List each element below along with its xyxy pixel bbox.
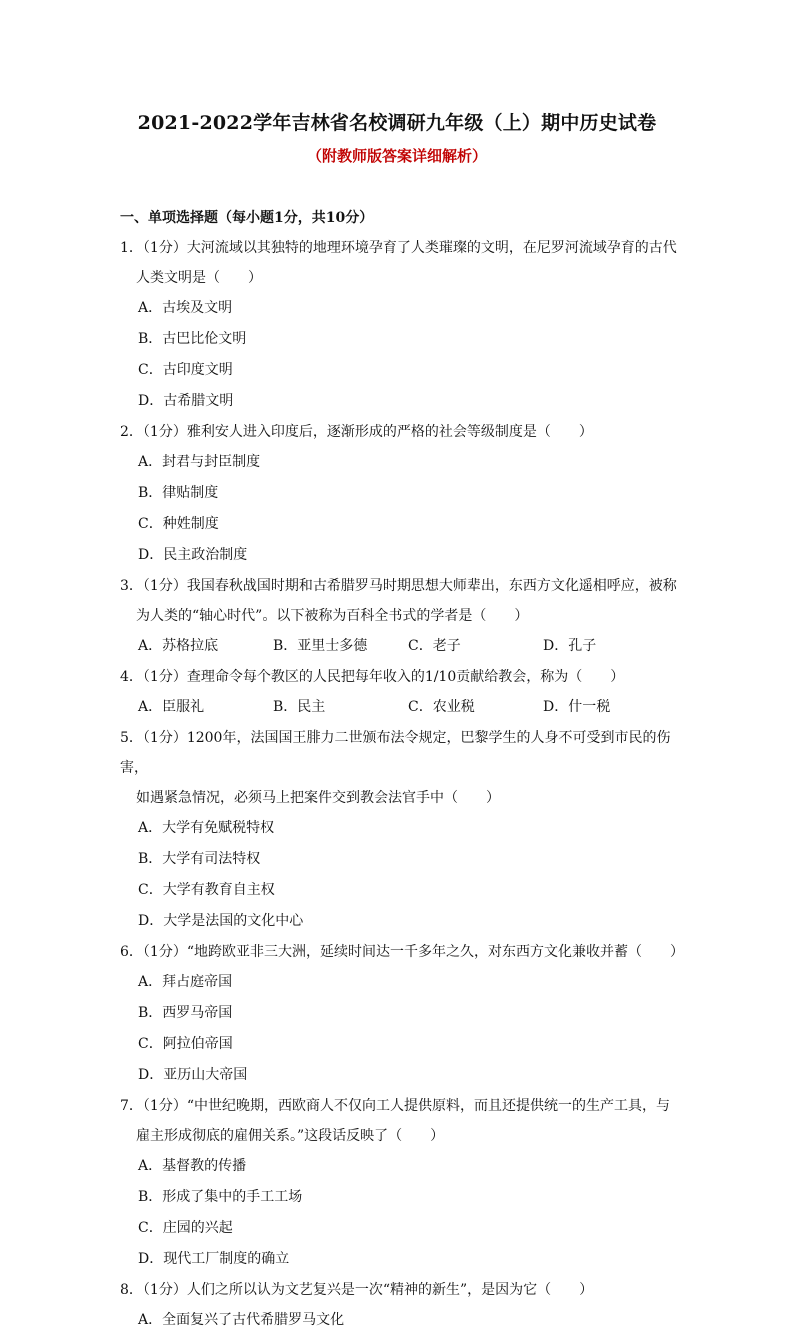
question-item (120, 937, 684, 1091)
option-group (120, 692, 680, 723)
answer-option: B．西罗马帝国 (138, 1005, 233, 1021)
answer-option: C．大学有教育自主权 (138, 882, 275, 898)
answer-option: A．拜占庭帝国 (138, 974, 233, 990)
answer-option: B．民主 (273, 699, 326, 715)
answer-option: C．农业税 (408, 699, 475, 715)
question-stem: 8．（1分）人们之所以认为文艺复兴是一次“精神的新生”，是因为它（ ） (120, 1282, 594, 1298)
answer-option: A．古埃及文明 (138, 300, 233, 316)
answer-option: A．大学有免赋税特权 (138, 820, 275, 836)
section-heading: 一、单项选择题（每小题1分，共10分） (120, 210, 374, 226)
question-item (120, 1091, 680, 1275)
answer-option: B．形成了集中的手工工场 (138, 1189, 303, 1205)
answer-option: D．现代工厂制度的确立 (138, 1251, 290, 1267)
question-stem: 3．（1分）我国春秋战国时期和古希腊罗马时期思想大师辈出，东西方文化遥相呼应，被称 (120, 578, 677, 594)
answer-option: A．全面复兴了古代希腊罗马文化 (138, 1312, 345, 1328)
page-subtitle: （附教师版答案详细解析） (306, 147, 487, 165)
option-group (120, 813, 680, 937)
question-item (120, 233, 680, 417)
question-stem: 人类文明是（ ） (136, 270, 262, 286)
answer-option: C．阿拉伯帝国 (138, 1036, 233, 1052)
answer-option: A．苏格拉底 (138, 638, 219, 654)
answer-option: A．臣服礼 (138, 699, 205, 715)
answer-option: B．古巴比伦文明 (138, 331, 247, 347)
question-stem: 4．（1分）查理命令每个教区的人民把每年收入的1/10贡献给教会，称为（ ） (120, 669, 625, 685)
option-group (120, 631, 680, 662)
answer-option: D．亚历山大帝国 (138, 1067, 248, 1083)
answer-option: C．古印度文明 (138, 362, 233, 378)
answer-option: C．老子 (408, 638, 461, 654)
option-group (120, 293, 680, 417)
option-group (120, 447, 680, 571)
answer-option: D．古希腊文明 (138, 393, 234, 409)
question-stem: 2．（1分）雅利安人进入印度后，逐渐形成的严格的社会等级制度是（ ） (120, 424, 593, 440)
answer-option: A．基督教的传播 (138, 1158, 247, 1174)
option-group (120, 1305, 680, 1336)
question-stem: 7．（1分）“中世纪晚期，西欧商人不仅向工人提供原料，而且还提供统一的生产工具，与 (120, 1098, 670, 1114)
question-list (120, 233, 684, 1336)
answer-option: D．民主政治制度 (138, 547, 248, 563)
question-stem: 雇主形成彻底的雇佣关系。”这段话反映了（ ） (136, 1128, 445, 1144)
option-group (120, 1151, 680, 1275)
answer-option: A．封君与封臣制度 (138, 454, 261, 470)
question-stem: 5．（1分）1200年，法国国王腓力二世颁布法令规定，巴黎学生的人身不可受到市民的伤害， (120, 730, 671, 776)
option-group (120, 967, 680, 1091)
answer-option: C．种姓制度 (138, 516, 219, 532)
question-item (120, 662, 680, 723)
question-stem: 如遇紧急情况，必须马上把案件交到教会法官手中（ ） (136, 790, 500, 806)
answer-option: B．大学有司法特权 (138, 851, 261, 867)
answer-option: D．孔子 (543, 638, 597, 654)
question-item (120, 417, 680, 571)
question-stem: 6．（1分）“地跨欧亚非三大洲，延续时间达一千多年之久，对东西方文化兼收并蓄（ ） (120, 944, 684, 960)
answer-option: D．什一税 (543, 699, 611, 715)
answer-option: D．大学是法国的文化中心 (138, 913, 304, 929)
answer-option: B．律贴制度 (138, 485, 219, 501)
question-item (120, 723, 680, 937)
page-title: 2021-2022学年吉林省名校调研九年级（上）期中历史试卷 (137, 112, 657, 134)
question-item (120, 571, 680, 662)
answer-option: B．亚里士多德 (273, 638, 368, 654)
question-item (120, 1275, 680, 1336)
question-stem: 为人类的“轴心时代”。以下被称为百科全书式的学者是（ ） (136, 608, 529, 624)
answer-option: C．庄园的兴起 (138, 1220, 233, 1236)
question-stem: 1．（1分）大河流域以其独特的地理环境孕育了人类璀璨的文明，在尼罗河流域孕育的古代 (120, 240, 677, 256)
